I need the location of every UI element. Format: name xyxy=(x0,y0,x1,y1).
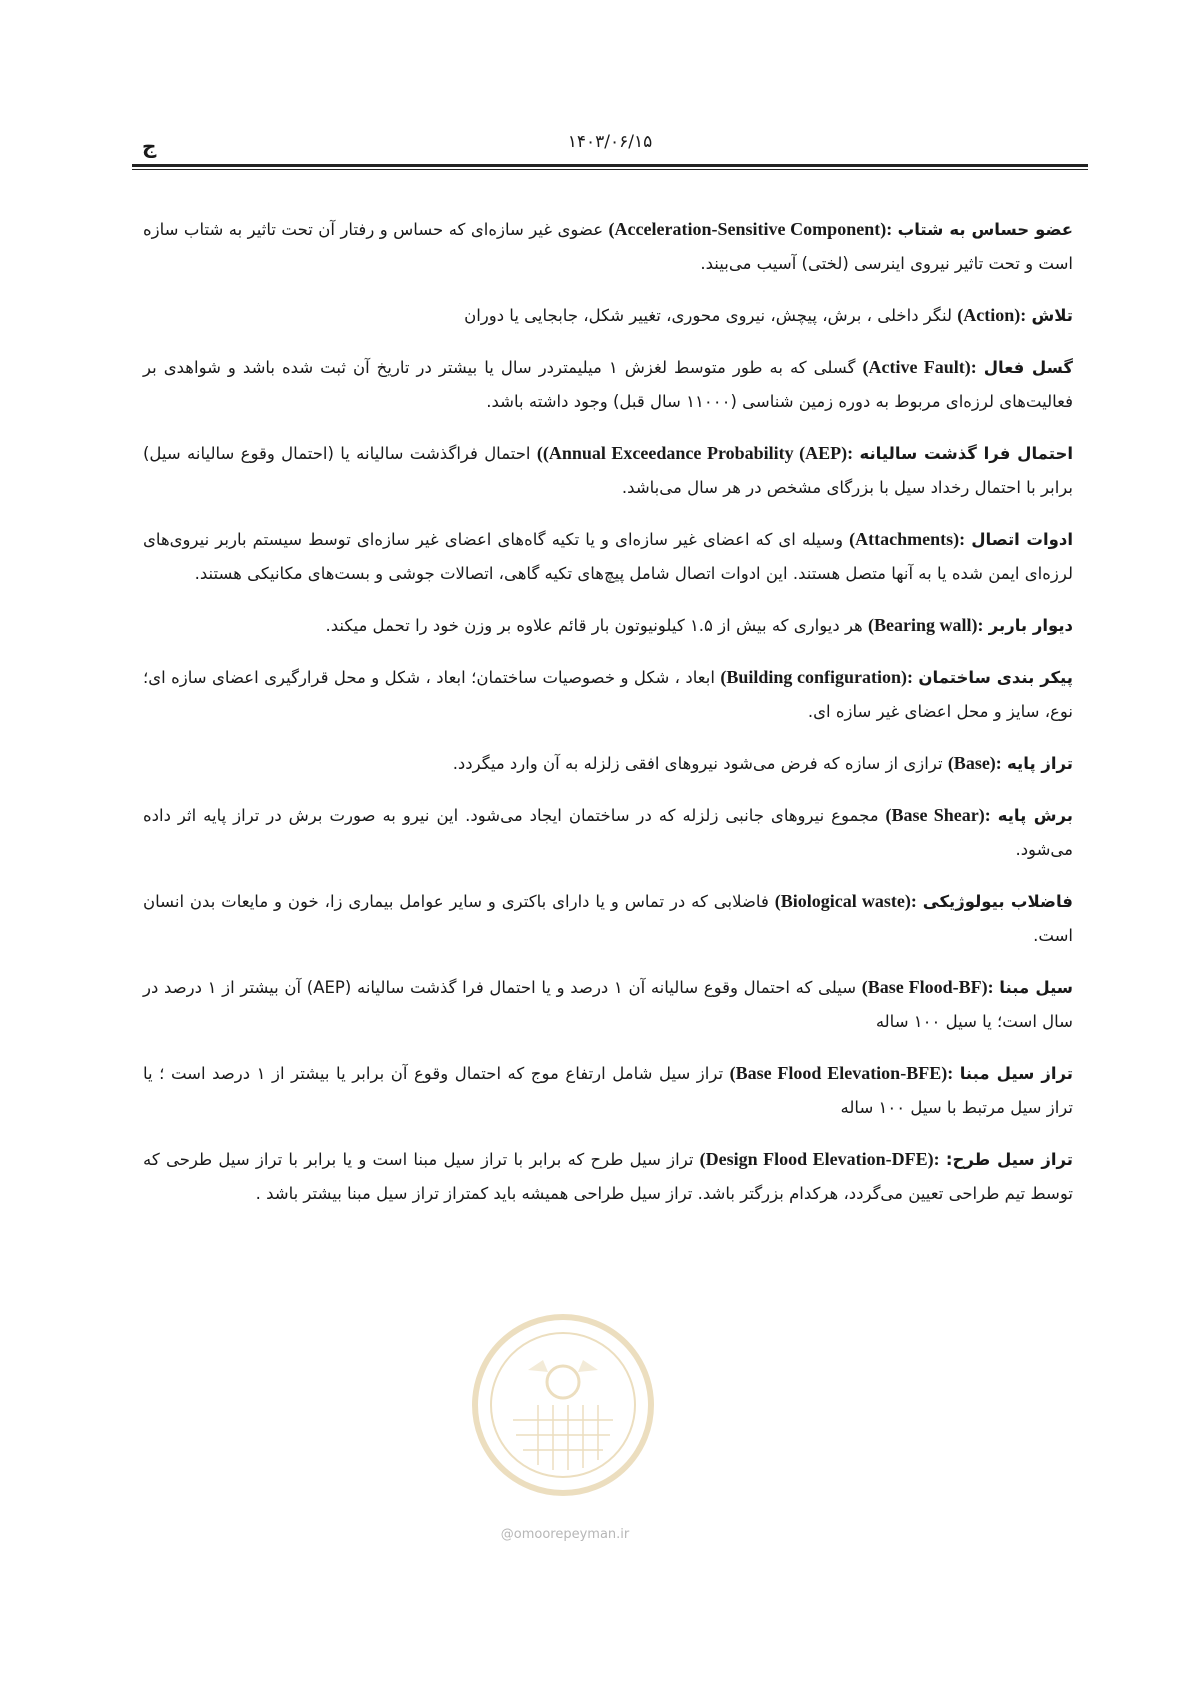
term-english: (Base): xyxy=(947,753,1002,773)
definitions-list xyxy=(143,212,1073,1228)
definition-entry xyxy=(143,436,1073,505)
term-english: (Base Flood Elevation-BFE): xyxy=(729,1063,954,1083)
definition-entry xyxy=(143,350,1073,419)
definition-text: ابعاد ، شکل و خصوصیات ساختمان؛ ابعاد ، شکل و محل قرارگیری اعضای سازه ای؛ نوع، سایز و محل اعضای غیر سازه ای. xyxy=(143,668,1073,721)
definition-entry xyxy=(143,608,1073,643)
term: ادوات اتصال xyxy=(971,530,1073,549)
term-english: (Base Flood-BF): xyxy=(861,977,994,997)
definition-entry xyxy=(143,970,1073,1039)
term: احتمال فرا گذشت سالیانه xyxy=(859,444,1074,463)
term: عضو حساس به شتاب xyxy=(897,220,1073,239)
definition-text: گسلی که به طور متوسط لغزش ۱ میلیمتردر سال یا بیشتر در تاریخ آن ثبت شده باشد و شواهدی بر فعالیت‌های لرزه‌ای مربوط به دوره زمین شناسی (۱۱۰۰۰ سال قبل) وجود داشته باشد. xyxy=(143,358,1073,411)
definition-entry xyxy=(143,884,1073,953)
definition-text: احتمال فراگذشت سالیانه یا (احتمال وقوع سالیانه سیل) برابر با احتمال رخداد سیل با بزرگای مشخص در هر سال می‌باشد. xyxy=(143,444,1073,497)
term-english: (Acceleration-Sensitive Component): xyxy=(608,219,893,239)
term: برش پایه xyxy=(997,806,1073,825)
term: تراز سیل مبنا xyxy=(959,1064,1073,1083)
definition-entry xyxy=(143,660,1073,729)
term: سیل مبنا xyxy=(999,978,1074,997)
definition-entry xyxy=(143,746,1073,781)
term: تراز سیل طرح: xyxy=(945,1150,1073,1169)
definition-entry xyxy=(143,1056,1073,1125)
term-english: (Action): xyxy=(957,305,1027,325)
term-english: (Bearing wall): xyxy=(868,615,984,635)
definition-text: وسیله ای که اعضای غیر سازه‌ای و یا تکیه گاه‌های اعضای غیر سازه‌ای توسط سیستم باربر نیروی‌های لرزه‌ای ایمن شده یا به آنها متصل هستند. این ادوات اتصال شامل پیچ‌های تکیه گاهی، اتصالات جوشی و بست‌های مکانیکی هستند. xyxy=(143,530,1073,583)
term-english: (Active Fault): xyxy=(862,357,977,377)
term-english: (Building configuration): xyxy=(720,667,914,687)
definition-text: تراز سیل طرح که برابر با تراز سیل مبنا است و یا برابر با تراز سیل طرحی که توسط تیم طراحی تعیین می‌گردد، هرکدام بزرگتر باشد. تراز سیل طراحی همیشه باید کمتراز تراز سیل مبنا بیشتر باشد . xyxy=(143,1150,1073,1203)
definition-text: تراز سیل شامل ارتفاع موج که احتمال وقوع آن برابر یا بیشتر از ۱ درصد است ؛ یا تراز سیل مرتبط با سیل ۱۰۰ ساله xyxy=(143,1064,1073,1117)
term: تلاش xyxy=(1031,306,1073,325)
definition-text: ترازی از سازه که فرض می‌شود نیروهای افقی زلزله به آن وارد میگردد. xyxy=(452,754,943,773)
definition-entry xyxy=(143,1142,1073,1211)
definition-entry xyxy=(143,798,1073,867)
definition-entry xyxy=(143,522,1073,591)
page-letter: ج xyxy=(142,134,157,158)
definition-entry xyxy=(143,212,1073,281)
watermark-seal-icon xyxy=(468,1310,658,1500)
header-date: ۱۴۰۳/۰۶/۱۵ xyxy=(567,132,653,152)
term: دیوار باربر xyxy=(988,616,1073,635)
term-english: (Design Flood Elevation-DFE): xyxy=(699,1149,940,1169)
watermark-url: @omoorepeyman.ir xyxy=(500,1527,630,1542)
term: پیکر بندی ساختمان xyxy=(918,668,1073,687)
term: گسل فعال xyxy=(983,358,1073,377)
definition-text: فاضلابی که در تماس و یا دارای باکتری و سایر عوامل بیماری زا، خون و مایعات بدن انسان است. xyxy=(143,892,1073,945)
header-rule-thick xyxy=(132,164,1088,167)
term: فاضلاب بیولوژیکی xyxy=(922,892,1073,911)
definition-text: مجموع نیروهای جانبی زلزله که در ساختمان ایجاد می‌شود. این نیرو به صورت برش در تراز پایه اثر داده می‌شود. xyxy=(143,806,1073,859)
definition-text: لنگر داخلی ، برش، پیچش، نیروی محوری، تغییر شکل، جابجایی یا دوران xyxy=(464,306,953,325)
term-english: (Base Shear): xyxy=(885,805,991,825)
term: تراز پایه xyxy=(1007,754,1073,773)
definition-text: هر دیواری که بیش از ۱.۵ کیلونیوتون بار قائم علاوه بر وزن خود را تحمل میکند. xyxy=(325,616,863,635)
definition-text: عضوی غیر سازه‌ای که حساس و رفتار آن تحت تاثیر به شتاب سازه است و تحت تاثیر نیروی اینرسی (لختی) آسیب می‌بیند. xyxy=(143,220,1073,273)
header-rule-thin xyxy=(132,169,1088,170)
term-english: ((Annual Exceedance Probability (AEP): xyxy=(536,443,854,463)
definition-entry xyxy=(143,298,1073,333)
term-english: (Biological waste): xyxy=(774,891,917,911)
term-english: (Attachments): xyxy=(849,529,966,549)
definition-text: سیلی که احتمال وقوع سالیانه آن ۱ درصد و یا احتمال فرا گذشت سالیانه (AEP) آن بیشتر از ۱ درصد در سال است؛ یا سیل ۱۰۰ ساله xyxy=(143,978,1073,1031)
